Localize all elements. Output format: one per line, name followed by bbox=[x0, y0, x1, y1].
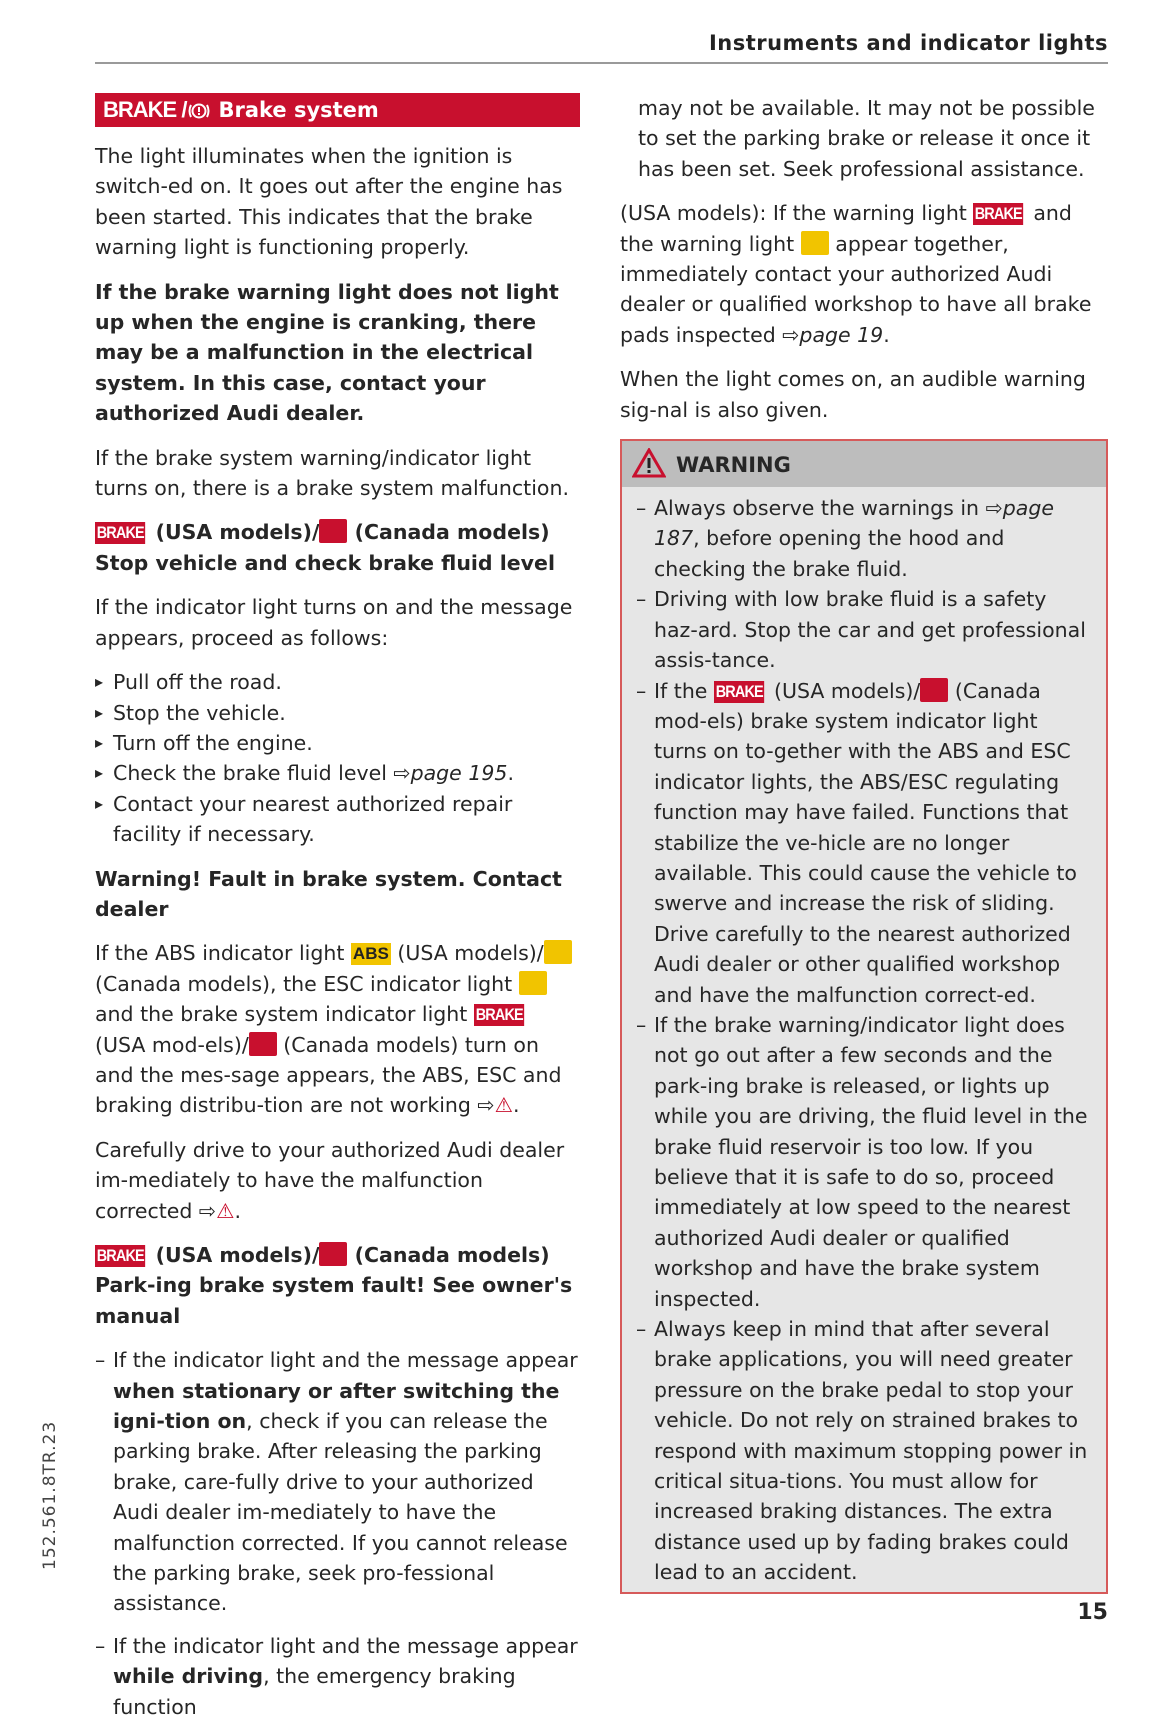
list-item: – If the BRAKE (USA models)/ (Canada mod-els) brake system indicator light turns on to-gether with the ABS and ESC indicator lights, the ABS/ESC regulating function may have failed. Functions that stabilize the ve-hicle are no longer available. This could cause the vehicle to swerve and increase the risk of sliding. Drive carefully to the nearest authorized Audi dealer or other qualified workshop and have the malfunction correct-ed. bbox=[636, 676, 1092, 1010]
warning-triangle-icon[interactable]: ⚠ bbox=[216, 1198, 235, 1223]
list-item: – Driving with low brake fluid is a safety haz-ard. Stop the car and get professional assis-tance. bbox=[636, 584, 1092, 675]
warning-triangle-icon[interactable]: ⚠ bbox=[494, 1093, 513, 1118]
proceed-paragraph: If the indicator light turns on and the message appears, proceed as follows: bbox=[95, 595, 573, 650]
left-column bbox=[95, 93, 580, 1736]
abs-paragraph: If the ABS indicator light ABS (USA models)/ (Canada models), the ESC indicator light and the brake system indicator light BRAKE (USA mod-els)/ (Canada models) turn on and the mes-sage appears, the ABS, ESC and braking distribu-tion are not working ⇨⚠. bbox=[95, 938, 580, 1120]
list-item: ▸ Contact your nearest authorized repair facility if necessary. bbox=[95, 789, 580, 850]
abs-indicator-icon: ABS bbox=[352, 944, 389, 964]
subheading-check-fluid: BRAKE (USA models)/ (Canada models) Stop vehicle and check brake fluid level bbox=[95, 520, 555, 575]
list-item: ▸ Check the brake fluid level ⇨page 195. bbox=[95, 758, 580, 788]
warning-header bbox=[622, 441, 1106, 487]
subheading-fault: Warning! Fault in brake system. Contact dealer bbox=[95, 866, 562, 921]
brake-indicator-icon: BRAKE bbox=[715, 681, 763, 701]
drive-paragraph: Carefully drive to your authorized Audi dealer im-mediately to have the malfunction corrected ⇨⚠. bbox=[95, 1137, 565, 1223]
page-header-title: Instruments and indicator lights bbox=[708, 31, 1108, 55]
bold-note: If the brake warning light does not light up when the engine is cranking, there may be a malfunction in the electrical system. In this case, contact your authorized Audi dealer. bbox=[95, 279, 559, 426]
brake-circle-red-icon bbox=[319, 1242, 347, 1266]
brake-indicator-icon: BRAKE bbox=[975, 204, 1023, 224]
section-brake-label: BRAKE / bbox=[103, 97, 187, 122]
intro-paragraph: The light illuminates when the ignition is switch-ed on. It goes out after the engine has been started. This indicates that the brake warning light is functioning properly. bbox=[95, 144, 563, 260]
brake-indicator-icon: BRAKE bbox=[96, 1246, 144, 1265]
malfunction-paragraph: If the brake system warning/indicator light turns on, there is a brake system malfunction. bbox=[95, 445, 569, 501]
page-ref-link[interactable]: ⇨page 187 bbox=[654, 496, 1054, 551]
document-code: 152.561.8TR.23 bbox=[40, 1420, 60, 1570]
brake-circle-icon bbox=[188, 96, 210, 114]
audible-paragraph: When the light comes on, an audible warning sig-nal is also given. bbox=[620, 367, 1086, 422]
section-title: Brake system bbox=[218, 98, 379, 122]
warning-title: WARNING bbox=[676, 453, 791, 478]
list-item: – If the brake warning/indicator light does not go out after a few seconds and the park-ing brake is released, or lights up while you are driving, the fluid level in the brake fluid reservoir is too low. If you believe that it is safe to do so, proceed immediately at low speed to the nearest authorized Audi dealer or qualified workshop and have the brake system inspected. bbox=[636, 1010, 1092, 1314]
right-column bbox=[620, 93, 1108, 1594]
header-divider bbox=[95, 62, 1108, 64]
list-item: ▸ Stop the vehicle. bbox=[95, 698, 580, 728]
brake-indicator-icon: BRAKE bbox=[96, 523, 144, 543]
step-list bbox=[95, 667, 580, 849]
list-item: – Always observe the warnings in ⇨page 187, before opening the hood and checking the brake fluid. bbox=[636, 493, 1092, 584]
list-item: ▸ Pull off the road. bbox=[95, 667, 580, 697]
brake-indicator-icon: BRAKE bbox=[475, 1005, 523, 1025]
subheading-parking: BRAKE (USA models)/ (Canada models) Park-ing brake system fault! See owner's manual bbox=[95, 1243, 573, 1328]
brake-pad-icon bbox=[801, 231, 829, 255]
brake-circle-red-icon bbox=[319, 519, 347, 543]
warning-box bbox=[620, 439, 1108, 1594]
section-heading bbox=[95, 93, 580, 127]
parking-list bbox=[95, 1345, 580, 1722]
warning-triangle-icon bbox=[632, 448, 666, 478]
esc-indicator-icon bbox=[519, 971, 547, 995]
usa-paragraph: (USA models): If the warning light BRAKE and the warning light appear together, immediately contact your authorized Audi dealer or qualified workshop to have all brake pads inspected ⇨page 19. bbox=[620, 201, 1092, 347]
list-item: ▸ Turn off the engine. bbox=[95, 728, 580, 758]
continued-paragraph: may not be available. It may not be possible to set the parking brake or release it once it has been set. Seek professional assistance. bbox=[638, 96, 1095, 181]
list-item: – If the indicator light and the message appear when stationary or after switching the igni-tion on, check if you can release the parking brake. After releasing the parking brake, care-fully drive to your authorized Audi dealer im-mediately to have the malfunction corrected. If you cannot release the parking brake, seek pro-fessional assistance. bbox=[95, 1345, 580, 1619]
warning-list bbox=[636, 493, 1092, 1588]
list-item: – If the indicator light and the message appear while driving, the emergency braking function bbox=[95, 1631, 580, 1722]
brake-circle-red-icon bbox=[249, 1032, 277, 1056]
abs-circle-icon bbox=[544, 940, 572, 964]
page-number: 15 bbox=[1077, 1600, 1108, 1625]
warning-body bbox=[622, 487, 1106, 1592]
page-ref-link[interactable]: ⇨page 195 bbox=[393, 761, 508, 786]
list-item: – Always keep in mind that after several brake applications, you will need greater pressure on the brake pedal to stop your vehicle. Do not rely on strained brakes to respond with maximum stopping power in critical situa-tions. You must allow for increased braking distances. The extra distance used up by fading brakes could lead to an accident. bbox=[636, 1314, 1092, 1588]
page-ref-link[interactable]: ⇨page 19 bbox=[782, 322, 884, 347]
brake-circle-red-icon bbox=[920, 678, 948, 702]
